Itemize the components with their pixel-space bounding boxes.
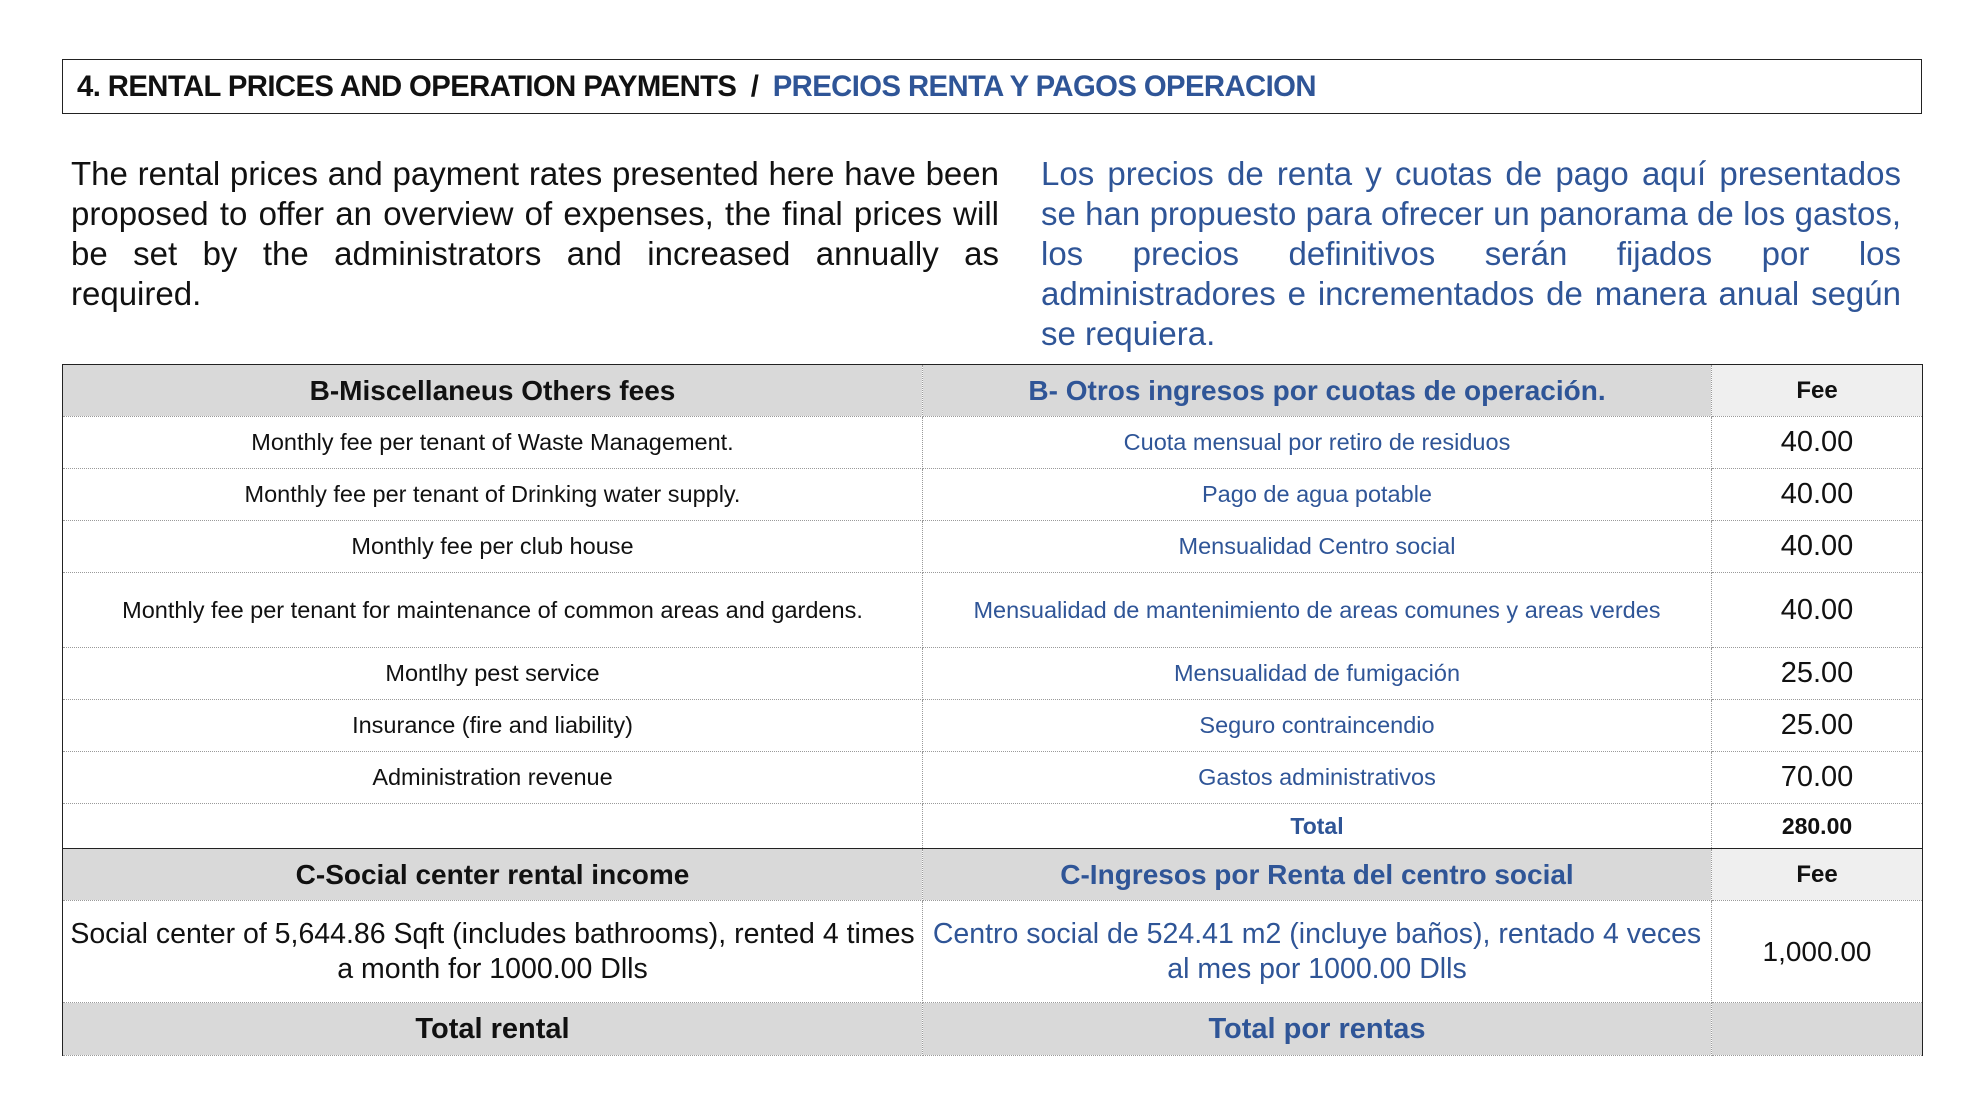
fee-amount: 40.00	[1712, 573, 1923, 648]
section-b-total-value: 280.00	[1712, 804, 1923, 849]
total-rental-row	[63, 1003, 1923, 1056]
fee-description-en: Montlhy pest service	[63, 648, 923, 700]
fee-description-es: Mensualidad de mantenimiento de areas comunes y areas verdes	[923, 573, 1712, 648]
fee-description-es: Seguro contraincendio	[923, 700, 1712, 752]
total-rental-label-en: Total rental	[63, 1003, 923, 1056]
section-c-header-es: C-Ingresos por Renta del centro social	[923, 849, 1712, 901]
fee-description-es: Pago de agua potable	[923, 469, 1712, 521]
section-b-header-row	[63, 365, 1923, 417]
fee-description-en: Insurance (fire and liability)	[63, 700, 923, 752]
section-c-header-row	[63, 849, 1923, 901]
table-row	[63, 469, 1923, 521]
fee-description-en: Monthly fee per tenant of Drinking water supply.	[63, 469, 923, 521]
section-c-header-fee: Fee	[1712, 849, 1923, 901]
fee-description-es: Cuota mensual por retiro de residuos	[923, 417, 1712, 469]
intro-paragraph-en: The rental prices and payment rates presented here have been proposed to offer an overview of expenses, the final prices will be set by the administrators and increased annually as required.	[71, 155, 999, 312]
fee-description-en: Monthly fee per tenant of Waste Management.	[63, 417, 923, 469]
section-c-header-en: C-Social center rental income	[63, 849, 923, 901]
section-title-separator: /	[750, 69, 759, 103]
empty-cell	[63, 804, 923, 849]
section-b-total-row	[63, 804, 1923, 849]
fee-description-es: Gastos administrativos	[923, 752, 1712, 804]
total-rental-label-es: Total por rentas	[923, 1003, 1712, 1056]
total-rental-value	[1712, 1003, 1923, 1056]
fee-description-en: Monthly fee per club house	[63, 521, 923, 573]
social-center-description-en: Social center of 5,644.86 Sqft (includes bathrooms), rented 4 times a month for 1000.00 Dlls	[63, 901, 923, 1003]
section-b-total-label: Total	[923, 804, 1712, 849]
social-center-fee: 1,000.00	[1712, 901, 1923, 1003]
intro-paragraph-es: Los precios de renta y cuotas de pago aquí presentados se han propuesto para ofrecer un panorama de los gastos, los precios definitivos serán fijados por los administradores e incrementados de manera anual según se requiera.	[1041, 155, 1901, 352]
fee-description-en: Monthly fee per tenant for maintenance of common areas and gardens.	[63, 573, 923, 648]
section-b-header-fee: Fee	[1712, 365, 1923, 417]
table-row	[63, 752, 1923, 804]
fee-amount: 25.00	[1712, 648, 1923, 700]
fee-description-en: Administration revenue	[63, 752, 923, 804]
table-row	[63, 521, 1923, 573]
table-row	[63, 901, 1923, 1003]
fee-amount: 25.00	[1712, 700, 1923, 752]
fees-table	[62, 364, 1923, 1056]
table-row	[63, 648, 1923, 700]
fee-amount: 70.00	[1712, 752, 1923, 804]
fee-amount: 40.00	[1712, 417, 1923, 469]
table-row	[63, 573, 1923, 648]
fee-amount: 40.00	[1712, 521, 1923, 573]
social-center-description-es: Centro social de 524.41 m2 (incluye baños), rentado 4 veces al mes por 1000.00 Dlls	[923, 901, 1712, 1003]
section-title-en: 4. RENTAL PRICES AND OPERATION PAYMENTS	[77, 69, 737, 103]
fee-description-es: Mensualidad Centro social	[923, 521, 1712, 573]
section-b-header-en: B-Miscellaneus Others fees	[63, 365, 923, 417]
fee-amount: 40.00	[1712, 469, 1923, 521]
fee-description-es: Mensualidad de fumigación	[923, 648, 1712, 700]
table-row	[63, 417, 1923, 469]
section-title-es: PRECIOS RENTA Y PAGOS OPERACION	[772, 69, 1316, 103]
section-title	[62, 59, 1922, 114]
section-b-header-es: B- Otros ingresos por cuotas de operación.	[923, 365, 1712, 417]
table-row	[63, 700, 1923, 752]
